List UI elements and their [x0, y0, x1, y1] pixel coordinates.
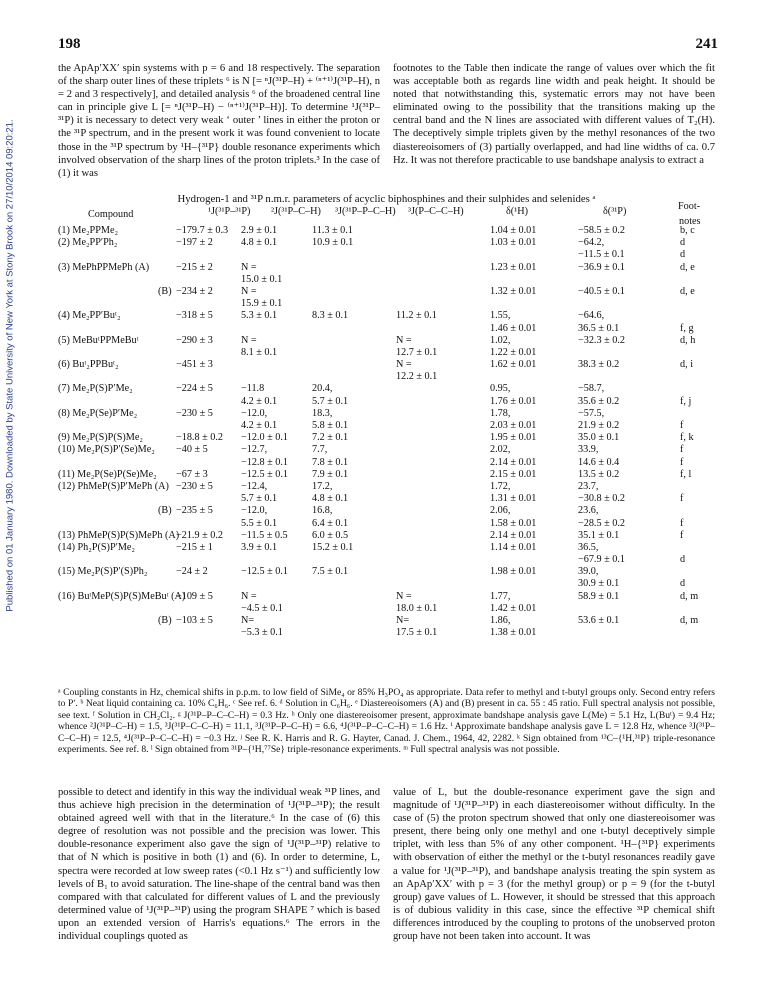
- header-3j-pcch: ³J(P–C–C–H): [408, 206, 464, 217]
- cell-footnote: d, m: [680, 615, 699, 626]
- table-row: [58, 469, 716, 481]
- cell-compound: (2) Me₂PPʹPh₂: [58, 237, 118, 249]
- table-row: [58, 591, 716, 603]
- cell-1j-pp: −179.7 ± 0.3: [176, 225, 229, 236]
- table-row: [58, 298, 716, 310]
- table-row: [58, 518, 716, 530]
- cell-footnote: f, j: [680, 395, 692, 407]
- cell-delta-h: 1.72,: [490, 480, 511, 492]
- cell-delta-h: 1.77,: [490, 590, 511, 602]
- cell-3j-ppch: 7.7,: [312, 444, 328, 456]
- cell-delta-h: 2.02,: [490, 444, 511, 456]
- cell-delta-h: 1.86,: [490, 615, 511, 626]
- cell-1j-pp: −318 ± 5: [176, 310, 213, 322]
- cell-delta-h: 2.06,: [490, 505, 511, 517]
- cell-delta-h: 2.14 ± 0.01: [490, 456, 537, 468]
- cell-3j-ppch: 18.3,: [312, 407, 333, 419]
- cell-3j-ppch: 7.8 ± 0.1: [312, 456, 349, 468]
- cell-2j-pch: 5.7 ± 0.1: [241, 493, 278, 505]
- cell-compound: (16) BuᵗMeP(S)P(S)MeBuᵗ (A): [58, 590, 186, 602]
- cell-compound: (B): [158, 615, 172, 626]
- cell-2j-pch: −12.5 ± 0.1: [241, 566, 288, 578]
- cell-1j-pp: −451 ± 3: [176, 359, 213, 371]
- cell-3j-ppch: 5.7 ± 0.1: [312, 395, 349, 407]
- cell-delta-p: −11.5 ± 0.1: [578, 249, 625, 261]
- cell-delta-h: 1.14 ± 0.01: [490, 541, 537, 553]
- cell-delta-h: 1.55,: [490, 310, 511, 322]
- cell-3j-pcch: 11.2 ± 0.1: [396, 310, 437, 322]
- header-1j-pp: ¹J(³¹P–³¹P): [208, 206, 251, 217]
- table-row: [58, 323, 716, 335]
- table-row: [58, 432, 716, 444]
- header-delta-p: δ(³¹P): [603, 206, 627, 217]
- table-row: [58, 420, 716, 432]
- table-row: [58, 274, 716, 286]
- cell-3j-pcch: 17.5 ± 0.1: [396, 627, 438, 639]
- cell-1j-pp: −230 ± 5: [176, 480, 213, 492]
- cell-compound: (3) MePhPPMePh (A): [58, 261, 150, 273]
- download-notice: Published on 01 January 1980. Downloaded by State University of New York at Stony Brook on 27/10/2014 09:20:21.: [4, 119, 16, 612]
- cell-delta-p: −36.9 ± 0.1: [578, 261, 625, 273]
- table-header-row-2: [58, 217, 716, 225]
- cell-delta-p: 35.1 ± 0.1: [578, 529, 620, 541]
- cell-2j-pch: 3.9 ± 0.1: [241, 541, 278, 553]
- cell-delta-p: −32.3 ± 0.2: [578, 334, 625, 346]
- cell-2j-pch: −12.5 ± 0.1: [241, 468, 288, 480]
- table-row: [58, 286, 716, 298]
- cell-2j-pch: −11.5 ± 0.5: [241, 529, 288, 541]
- cell-delta-h: 1.62 ± 0.01: [490, 359, 537, 371]
- cell-delta-h: 2.14 ± 0.01: [490, 529, 537, 541]
- cell-footnote: d: [680, 554, 686, 566]
- table-row: [58, 347, 716, 359]
- cell-3j-ppch: 5.8 ± 0.1: [312, 420, 349, 431]
- table-row: [58, 371, 716, 383]
- cell-delta-h: 1.42 ± 0.01: [490, 602, 537, 614]
- nmr-table: [58, 201, 716, 639]
- cell-3j-ppch: 6.4 ± 0.1: [312, 517, 349, 529]
- cell-3j-pcch: N =: [396, 359, 412, 371]
- cell-delta-p: 13.5 ± 0.2: [578, 468, 620, 480]
- cell-delta-p: −57.5,: [578, 407, 605, 419]
- cell-3j-ppch: 4.8 ± 0.1: [312, 493, 349, 505]
- table-row: [58, 578, 716, 590]
- cell-delta-p: 23.6,: [578, 505, 599, 517]
- cell-2j-pch: 4.2 ± 0.1: [241, 420, 278, 431]
- cell-2j-pch: N =: [241, 285, 257, 297]
- table-row: [58, 310, 716, 322]
- cell-delta-p: 21.9 ± 0.2: [578, 420, 620, 431]
- cell-1j-pp: −224 ± 5: [176, 383, 213, 395]
- cell-2j-pch: −12.4,: [241, 480, 268, 492]
- cell-2j-pch: N =: [241, 590, 257, 602]
- cell-compound: (B): [158, 505, 172, 517]
- cell-1j-pp: −215 ± 2: [176, 261, 213, 273]
- cell-3j-ppch: 10.9 ± 0.1: [312, 237, 354, 249]
- body-text-top-right: footnotes to the Table then indicate the range of values over which the fit was acceptable both as regards line width and peak height. It should be noted that notwithstanding this, systematic errors may not have been eliminated owing to the possibility that the transitions making up the central band and the N lines are associated with different values of T₂(H). The deceptively simple triplets given by the methyl resonances of the two diastereoisomers of (3) partially overlapped, and had line widths of ca. 0.7 Hz. It was not therefore practicable to use bandshape analysis to extract a: [393, 63, 715, 166]
- cell-2j-pch: −12.0 ± 0.1: [241, 432, 288, 444]
- cell-footnote: f, l: [680, 468, 692, 480]
- table-footnotes: ᵃ Coupling constants in Hz, chemical shifts in p.p.m. to low field of SiMe₄ or 85% H₃PO₄ as appropriate. Data refer to methyl and t-butyl groups only. Second entry refers to Pʹ. ᵇ Neat liquid containing ca. 10% C₆H₆. ᶜ See ref. 6. ᵈ Solution in C₆H₆. ᵉ Diastereoisomers (A) and (B) present in ca. 55 : 45 ratio. Full spectral analysis not possible, see text. ᶠ Solution in CH₂Cl₂. ᵍ J(³¹P–P–C–C–H) = 0.3 Hz. ʰ Only one diastereoisomer present, approximate bandshape analysis gave L(Me) = 5.1 Hz, L(Buᵗ) = 9.4 Hz; whence ²J(³¹P–C–H) = 1.5, ³J(³¹P–C–C–H) = 11.1, ³J(³¹P–P–C–H) = 6.6, ⁴J(³¹P–P–C–C–H) = 1.6 Hz. ⁱ Approximate bandshape analysis gave L = 12.8 Hz, whence ³J(³¹P–C–C–H) = 12.5, ⁴J(³¹P–P–C–C–H) = −0.3 Hz. ʲ See R. K. Harris and R. G. Hayter, Canad. J. Chem., 1964, 42, 2282. ᵏ Sign obtained from ¹³C–{¹H,³¹P} triple-resonance experiments. See ref. 8. ˡ Sign obtained from ³¹P–{¹H,⁷⁷Se} triple-resonance experiments. ᵐ Full spectral analysis was not possible.: [58, 687, 715, 756]
- table-row: [58, 237, 716, 249]
- cell-footnote: d, e: [680, 261, 695, 273]
- cell-delta-p: 14.6 ± 0.4: [578, 456, 620, 468]
- cell-footnote: f: [680, 420, 684, 431]
- cell-1j-pp: −197 ± 2: [176, 237, 213, 249]
- cell-2j-pch: 4.8 ± 0.1: [241, 237, 278, 249]
- cell-compound: (14) Ph₂P(S)PʹMe₂: [58, 541, 135, 553]
- table-row: [58, 481, 716, 493]
- cell-footnote: f, g: [680, 322, 694, 334]
- cell-delta-p: 53.6 ± 0.1: [578, 615, 620, 626]
- table-row: [58, 530, 716, 542]
- table-row: [58, 396, 716, 408]
- cell-delta-p: 39.0,: [578, 566, 599, 578]
- cell-1j-pp: −18.8 ± 0.2: [176, 432, 223, 444]
- cell-2j-pch: 15.0 ± 0.1: [241, 273, 283, 285]
- cell-1j-pp: −24 ± 2: [176, 566, 208, 578]
- cell-1j-pp: −230 ± 5: [176, 407, 213, 419]
- table-row: [58, 603, 716, 615]
- header-2j-pch: ²J(³¹P–C–H): [271, 206, 321, 217]
- cell-2j-pch: N =: [241, 334, 257, 346]
- body-text-bottom-left: possible to detect and identify in this way the individual weak ³¹P lines, and thus achieve high precision in the determination of ¹J(³¹P–³¹P); the result obtained agreed well with that in the literature.⁶ In the case of (6) this degree of resolution was not possible and the precision was lower. This double-resonance experiment also gave the sign of ¹J(³¹P–³¹P) relative to that of N which is positive in both (1) and (6). In order to determine, L, spectra were recorded at low sweep rates (<0.1 Hz s⁻¹) and sufficiently low levels of B₁ to avoid saturation. The line-shape of the central band was then compared with that calculated for different values of L and the previously determined value of ¹J(³¹P–³¹P) using the program SHAPE ⁷ which is based upon an extended version of Harris's equations.⁶ The errors in the individual couplings quoted as: [58, 787, 380, 943]
- cell-3j-ppch: 16.8,: [312, 505, 333, 517]
- cell-2j-pch: −12.0,: [241, 505, 268, 517]
- cell-footnote: d, i: [680, 359, 694, 371]
- cell-delta-h: 1.02,: [490, 334, 511, 346]
- cell-delta-p: −58.5 ± 0.2: [578, 225, 625, 236]
- cell-delta-p: 36.5,: [578, 541, 599, 553]
- cell-3j-pcch: 18.0 ± 0.1: [396, 602, 438, 614]
- table-row: [58, 542, 716, 554]
- cell-footnote: f: [680, 529, 684, 541]
- cell-1j-pp: −21.9 ± 0.2: [176, 529, 223, 541]
- cell-1j-pp: −103 ± 5: [176, 615, 213, 626]
- cell-delta-h: 1.31 ± 0.01: [490, 493, 537, 505]
- cell-delta-p: 38.3 ± 0.2: [578, 359, 620, 371]
- cell-2j-pch: 4.2 ± 0.1: [241, 395, 278, 407]
- table-row: [58, 335, 716, 347]
- header-footnotes: Foot-: [678, 201, 701, 212]
- cell-1j-pp: −40 ± 5: [176, 444, 208, 456]
- cell-3j-ppch: 17.2,: [312, 480, 333, 492]
- cell-footnote: d, e: [680, 285, 695, 297]
- header-delta-h: δ(¹H): [506, 206, 528, 217]
- cell-delta-h: 2.15 ± 0.01: [490, 468, 537, 480]
- cell-delta-h: 0.95,: [490, 383, 511, 395]
- cell-2j-pch: −11.8: [241, 383, 265, 395]
- cell-footnote: f: [680, 444, 684, 456]
- cell-delta-h: 1.46 ± 0.01: [490, 322, 537, 334]
- header-3j-ppch: ³J(³¹P–P–C–H): [335, 206, 396, 217]
- cell-3j-ppch: 7.9 ± 0.1: [312, 468, 349, 480]
- cell-2j-pch: −5.3 ± 0.1: [241, 627, 283, 639]
- cell-3j-ppch: 7.2 ± 0.1: [312, 432, 349, 444]
- cell-compound: (15) Me₂P(S)Pʹ(S)Ph₂: [58, 566, 148, 578]
- cell-2j-pch: 5.5 ± 0.1: [241, 517, 278, 529]
- cell-footnote: f: [680, 517, 684, 529]
- cell-1j-pp: −215 ± 1: [176, 541, 213, 553]
- cell-delta-p: −28.5 ± 0.2: [578, 517, 625, 529]
- cell-3j-pcch: 12.7 ± 0.1: [396, 346, 438, 358]
- body-text-bottom-right: value of L, but the double-resonance experiment gave the sign and magnitude of ¹J(³¹P–³¹P) in each diastereoisomer without difficulty. In the case of (5) the proton spectrum showed that only one diastereoisomer was present, there being only one methyl and one t-butyl deceptively simple triplet, with less than 5% of any other component. ¹H–{³¹P} experiments with observation of either the methyl or the t-butyl resonances readily gave a value for ¹J(³¹P–³¹P), and bandshape analysis treating the spin system as an ApApʹXXʹ with p = 3 (for the methyl group) or p = 9 (for the t-butyl group) gave values of L. However, it should be stressed that this approach is of dubious validity in this case, since the effective ³¹P chemical shift differences introduced by the coupling to protons of the unobserved proton group have not been taken into account. It was: [393, 787, 715, 943]
- cell-2j-pch: 8.1 ± 0.1: [241, 346, 278, 358]
- cell-compound: (11) Me₂P(Se)P(Se)Me₂: [58, 468, 157, 480]
- cell-2j-pch: 2.9 ± 0.1: [241, 225, 278, 236]
- cell-compound: (1) Me₂PPMe₂: [58, 225, 119, 236]
- cell-2j-pch: N=: [241, 615, 255, 626]
- cell-delta-p: 36.5 ± 0.1: [578, 322, 620, 334]
- cell-compound: (10) Me₂P(S)Pʹ(Se)Me₂: [58, 444, 155, 456]
- cell-3j-pcch: N=: [396, 615, 410, 626]
- table-header-row: [58, 201, 716, 220]
- cell-3j-ppch: 7.5 ± 0.1: [312, 566, 349, 578]
- cell-compound: (6) Buᵗ₂PPBuᵗ₂: [58, 359, 119, 371]
- cell-2j-pch: N =: [241, 261, 257, 273]
- cell-3j-ppch: 20.4,: [312, 383, 333, 395]
- table-row: [58, 408, 716, 420]
- cell-3j-pcch: N =: [396, 334, 412, 346]
- cell-2j-pch: −12.7,: [241, 444, 268, 456]
- table-row: [58, 627, 716, 639]
- cell-delta-h: 2.03 ± 0.01: [490, 420, 537, 431]
- cell-3j-pcch: 12.2 ± 0.1: [396, 371, 438, 383]
- cell-delta-p: −67.9 ± 0.1: [578, 554, 625, 566]
- table-row: [58, 566, 716, 578]
- cell-compound: (12) PhMeP(S)PʹMePh (A): [58, 480, 169, 492]
- cell-2j-pch: 5.3 ± 0.1: [241, 310, 278, 322]
- cell-1j-pp: −235 ± 5: [176, 505, 213, 517]
- cell-compound: (B): [158, 285, 172, 297]
- cell-2j-pch: −12.0,: [241, 407, 268, 419]
- table-row: [58, 359, 716, 371]
- cell-1j-pp: −67 ± 3: [176, 468, 208, 480]
- cell-2j-pch: −4.5 ± 0.1: [241, 602, 283, 614]
- cell-delta-p: −64.6,: [578, 310, 605, 322]
- cell-1j-pp: −234 ± 2: [176, 285, 213, 297]
- cell-delta-p: 35.0 ± 0.1: [578, 432, 620, 444]
- table-row: [58, 444, 716, 456]
- page-number-left: 198: [58, 36, 81, 52]
- cell-footnote: f, k: [680, 432, 694, 444]
- cell-footnote: d: [680, 249, 686, 261]
- cell-delta-p: 58.9 ± 0.1: [578, 590, 620, 602]
- cell-1j-pp: −109 ± 5: [176, 590, 213, 602]
- table-row: [58, 493, 716, 505]
- cell-compound: (7) Me₂P(S)PʹMe₂: [58, 383, 133, 395]
- cell-compound: (4) Me₂PPʹBuᵗ₂: [58, 310, 121, 322]
- cell-footnote: f: [680, 456, 684, 468]
- cell-footnote: f: [680, 493, 684, 505]
- table-row: [58, 554, 716, 566]
- cell-compound: (9) Me₂P(S)P(S)Me₂: [58, 432, 143, 444]
- cell-2j-pch: −12.8 ± 0.1: [241, 456, 288, 468]
- cell-compound: (5) MeBuᵗPPMeBuᵗ: [58, 334, 139, 346]
- cell-delta-p: 35.6 ± 0.2: [578, 395, 620, 407]
- cell-compound: (8) Me₂P(Se)PʹMe₂: [58, 407, 138, 419]
- table-row: [58, 262, 716, 274]
- cell-delta-h: 1.78,: [490, 407, 511, 419]
- table-body: [58, 225, 716, 639]
- table-row: [58, 615, 716, 627]
- cell-delta-p: −30.8 ± 0.2: [578, 493, 625, 505]
- cell-footnote: b, c: [680, 225, 695, 236]
- cell-3j-ppch: 11.3 ± 0.1: [312, 225, 353, 236]
- cell-1j-pp: −290 ± 3: [176, 334, 213, 346]
- table-row: [58, 249, 716, 261]
- cell-delta-p: −40.5 ± 0.1: [578, 285, 625, 297]
- cell-delta-p: −58.7,: [578, 383, 605, 395]
- body-text-top-left: the ApApʹXXʹ spin systems with p = 6 and 18 respectively. The separation of the sharp outer lines of these triplets ⁶ is N [= ⁿJ(³¹P–H) + ⁽ⁿ⁺¹⁾J(³¹P–H), n = 2 and 3 respectively], and detailed analysis ⁶ of the broadened central line can in principle give L [= ⁿJ(³¹P–H) − ⁽ⁿ⁺¹⁾J(³¹P–H)]. To determine ¹J(³¹P–³¹P) it is necessary to detect very weak ‘ outer ’ lines in either the proton or the ³¹P spectrum, and in the present work it was found convenient to locate those in the ³¹P spectrum by ¹H–{³¹P} double resonance experiments which involved observation of the sharp lines of the proton triplets.³ In the case of (1) it was: [58, 63, 380, 179]
- table-row: [58, 505, 716, 517]
- header-footnotes-2: notes: [679, 216, 701, 227]
- cell-delta-h: 1.95 ± 0.01: [490, 432, 537, 444]
- cell-delta-h: 1.32 ± 0.01: [490, 285, 537, 297]
- cell-delta-h: 1.03 ± 0.01: [490, 237, 537, 249]
- cell-3j-ppch: 15.2 ± 0.1: [312, 541, 354, 553]
- page-number-right: 241: [695, 36, 718, 52]
- cell-footnote: d, h: [680, 334, 696, 346]
- header-compound: Compound: [88, 209, 134, 220]
- cell-2j-pch: 15.9 ± 0.1: [241, 298, 283, 310]
- cell-delta-h: 1.38 ± 0.01: [490, 627, 537, 639]
- cell-delta-h: 1.23 ± 0.01: [490, 261, 537, 273]
- table-row: [58, 383, 716, 395]
- cell-3j-pcch: N =: [396, 590, 412, 602]
- table-row: [58, 225, 716, 237]
- table-caption: Hydrogen-1 and ³¹P n.m.r. parameters of acyclic biphosphines and their sulphides and selenides ᵃ: [177, 193, 596, 205]
- cell-delta-p: 30.9 ± 0.1: [578, 578, 620, 590]
- cell-delta-p: 33.9,: [578, 444, 599, 456]
- cell-3j-ppch: 6.0 ± 0.5: [312, 529, 349, 541]
- table-row: [58, 457, 716, 469]
- cell-delta-h: 1.22 ± 0.01: [490, 346, 537, 358]
- cell-delta-p: −64.2,: [578, 237, 605, 249]
- cell-delta-h: 1.76 ± 0.01: [490, 395, 537, 407]
- cell-3j-ppch: 8.3 ± 0.1: [312, 310, 349, 322]
- cell-delta-h: 1.98 ± 0.01: [490, 566, 537, 578]
- cell-footnote: d: [680, 237, 686, 249]
- cell-delta-h: 1.58 ± 0.01: [490, 517, 537, 529]
- cell-footnote: d, m: [680, 590, 699, 602]
- cell-compound: (13) PhMeP(S)P(S)MePh (A): [58, 529, 180, 541]
- cell-delta-h: 1.04 ± 0.01: [490, 225, 537, 236]
- cell-delta-p: 23.7,: [578, 480, 599, 492]
- cell-footnote: d: [680, 578, 686, 590]
